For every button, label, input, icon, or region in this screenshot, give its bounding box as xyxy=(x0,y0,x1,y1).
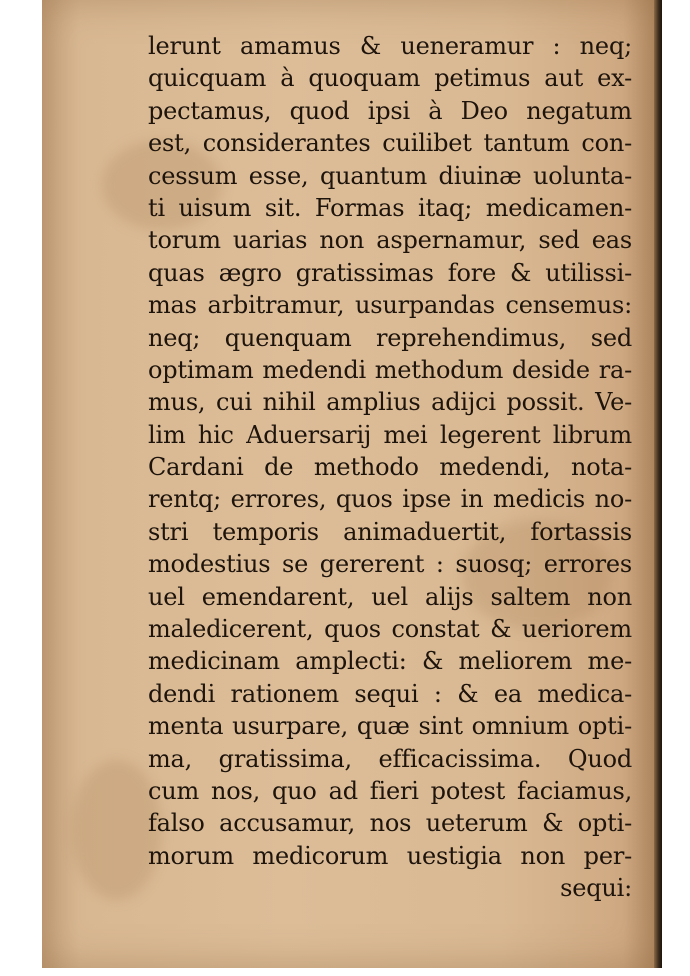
text-line: menta usurpare, quæ sint omnium opti- xyxy=(148,712,632,741)
text-line: optimam medendi methodum deside ra- xyxy=(148,355,632,384)
text-line: cum nos, quo ad fieri potest faciamus, xyxy=(148,776,632,805)
catchword: sequi: xyxy=(560,874,632,903)
text-line: mus, cui nihil amplius adijci possit. Ve- xyxy=(148,388,632,417)
text-line: dendi rationem sequi : & ea medica- xyxy=(148,679,632,708)
text-line: medicinam amplecti: & meliorem me- xyxy=(148,647,632,676)
text-line: modestius se gererent : suosq; errores xyxy=(148,550,632,579)
text-line: lim hic Aduersarij mei legerent librum xyxy=(148,420,632,449)
text-line: quicquam à quoquam petimus aut ex- xyxy=(148,64,632,93)
text-line: maledicerent, quos constat & ueriorem xyxy=(148,615,632,644)
text-line: pectamus, quod ipsi à Deo negatum xyxy=(148,96,632,125)
text-block xyxy=(148,30,632,905)
page-edge-shadow xyxy=(654,0,662,968)
text-line: mas arbitramur, usurpandas censemus: xyxy=(148,291,632,320)
text-line: ma, gratissima, efficacissima. Quod xyxy=(148,744,632,773)
text-line: torum uarias non aspernamur, sed eas xyxy=(148,226,632,255)
text-line: morum medicorum uestigia non per- xyxy=(148,841,632,870)
text-line: est, considerantes cuilibet tantum con- xyxy=(148,129,632,158)
text-line: Cardani de methodo medendi, nota- xyxy=(148,453,632,482)
text-line: neq; quenquam reprehendimus, sed xyxy=(148,323,632,352)
text-line: rentq; errores, quos ipse in medicis no- xyxy=(148,485,632,514)
text-line: ti uisum sit. Formas itaq; medicamen- xyxy=(148,193,632,222)
text-line: stri temporis animaduertit, fortassis xyxy=(148,517,632,546)
text-line: cessum esse, quantum diuinæ uolunta- xyxy=(148,161,632,190)
text-line: quas ægro gratissimas fore & utilissi- xyxy=(148,258,632,287)
text-line: uel emendarent, uel alijs saltem non xyxy=(148,582,632,611)
text-line: lerunt amamus & ueneramur : neq; xyxy=(148,32,632,60)
text-line: falso accusamur, nos ueterum & opti- xyxy=(148,809,632,838)
